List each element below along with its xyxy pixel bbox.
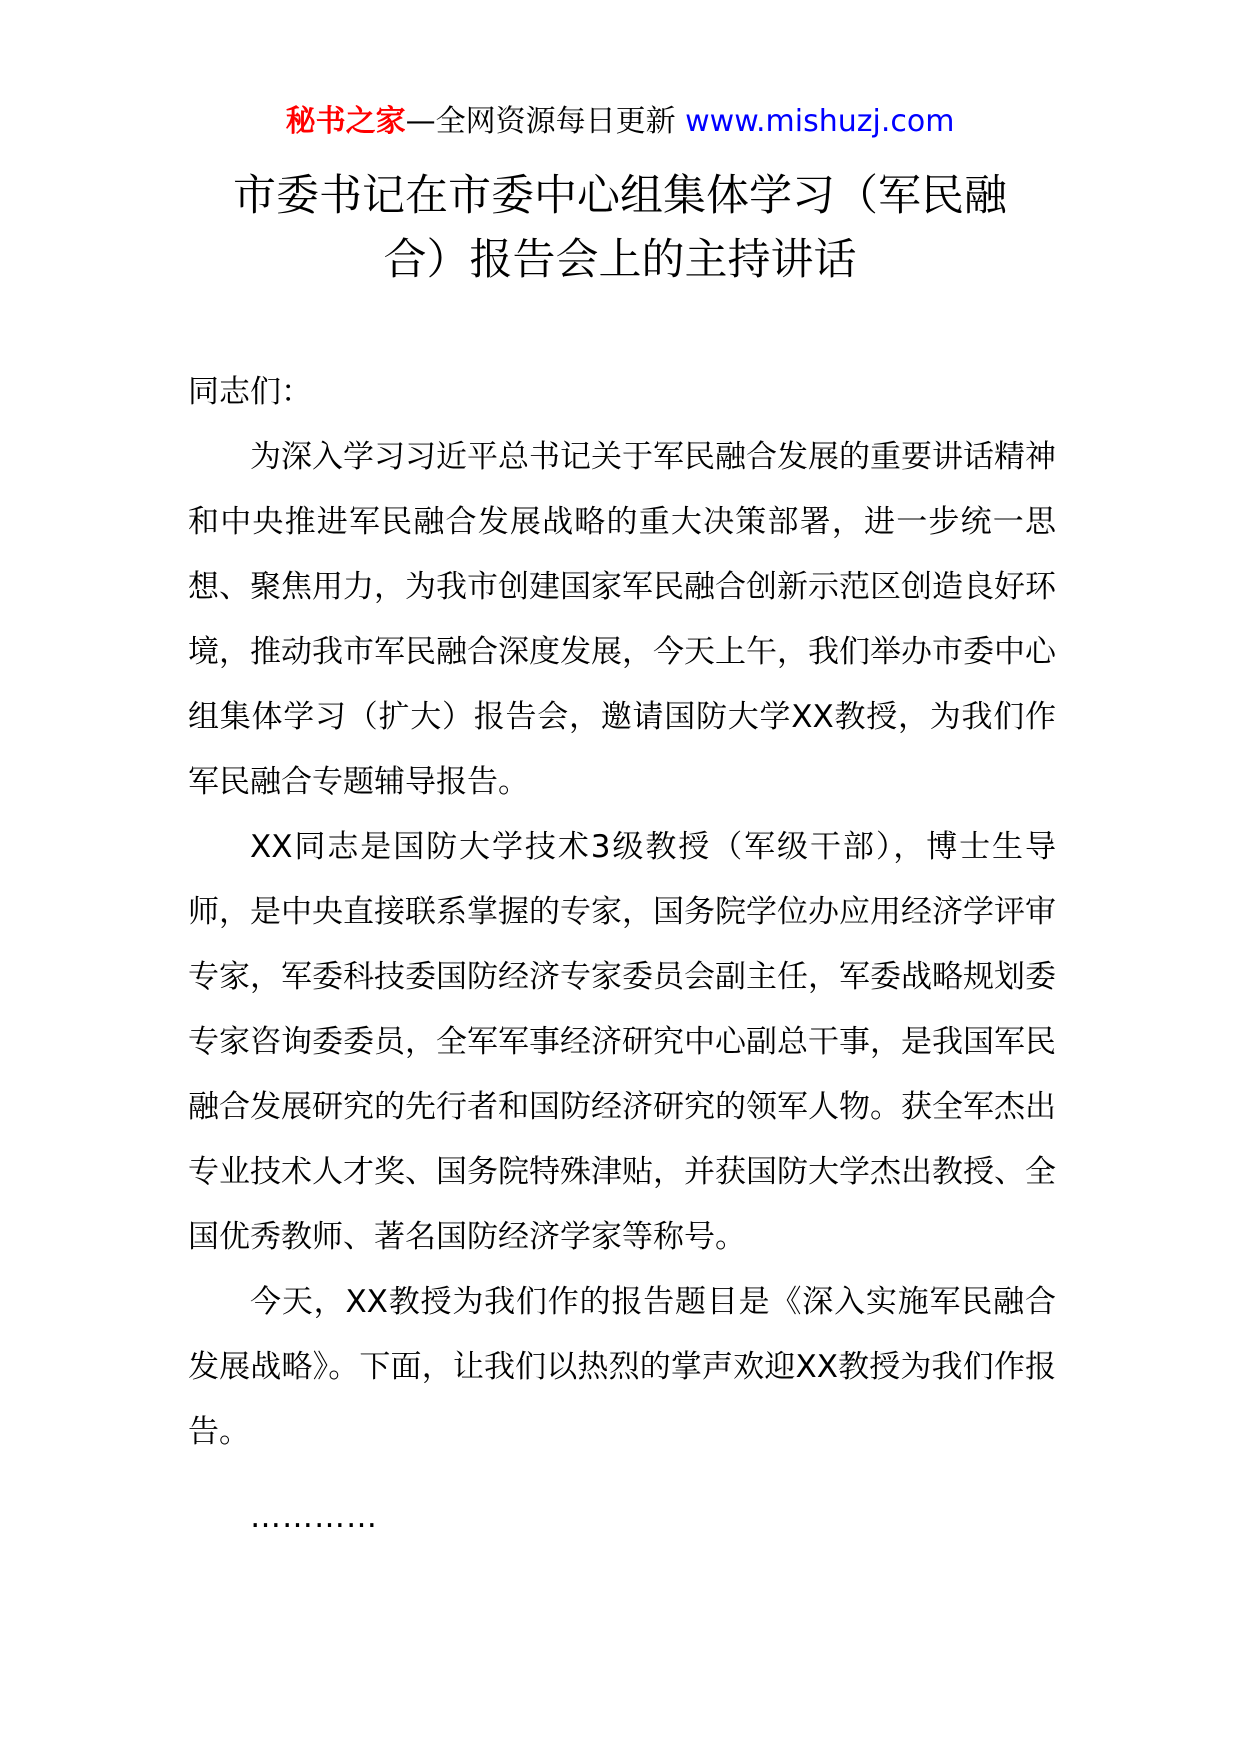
site-header — [0, 102, 1240, 142]
paragraph-report-topic: 今天，XX教授为我们作的报告题目是《深入实施军民融合发展战略》。下面，让我们以热烈的掌声欢迎XX教授为我们作报告。 — [188, 1284, 1056, 1450]
ellipsis: ………… — [250, 1499, 378, 1535]
document-title — [0, 164, 1240, 292]
brand-name: 秘书之家 — [285, 104, 406, 139]
title-line-2: 合）报告会上的主持讲话 — [383, 235, 857, 285]
header-slogan: —全网资源每日更新 — [405, 104, 676, 139]
document-body — [188, 360, 1056, 1550]
salutation: 同志们： — [188, 374, 312, 410]
paragraph-speaker-bio: XX同志是国防大学技术3级教授（军级干部），博士生导师，是中央直接联系掌握的专家，国务院学位办应用经济学评审专家，军委科技委国防经济专家委员会副主任，军委战略规划委专家咨询委委员，全军军事经济研究中心副总干事，是我国军民融合发展研究的先行者和国防经济研究的领军人物。获全军杰出专业技术人才奖、国务院特殊津贴，并获国防大学杰出教授、全国优秀教师、著名国防经济学家等称号。 — [188, 829, 1056, 1255]
paragraph-intro: 为深入学习习近平总书记关于军民融合发展的重要讲话精神和中央推进军民融合发展战略的重大决策部署，进一步统一思想、聚焦用力，为我市创建国家军民融合创新示范区创造良好环境，推动我市军民融合深度发展，今天上午，我们举办市委中心组集体学习（扩大）报告会，邀请国防大学XX教授，为我们作军民融合专题辅导报告。 — [188, 439, 1056, 800]
site-url-link[interactable]: www.mishuzj.com — [685, 104, 955, 139]
title-line-1: 市委书记在市委中心组集体学习（军民融 — [233, 171, 1007, 221]
